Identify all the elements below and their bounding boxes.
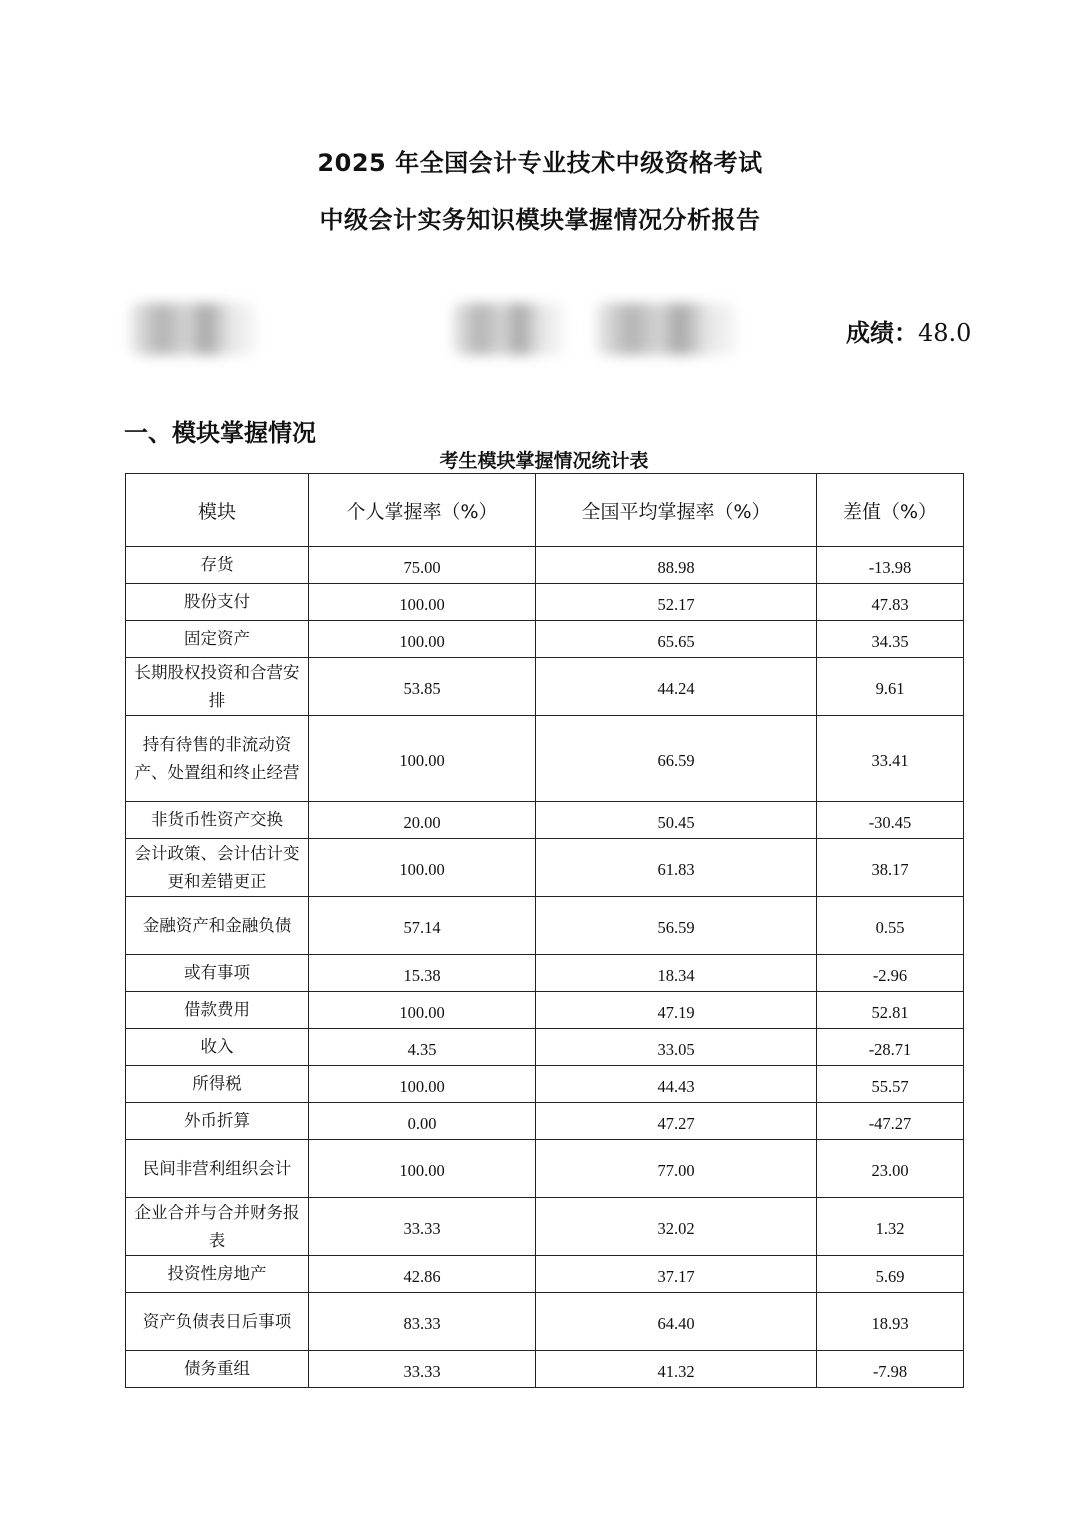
personal-rate-cell: 100.00 [309,1066,536,1103]
table-row [126,621,964,658]
national-rate-cell: 65.65 [536,621,817,658]
personal-rate-cell: 15.38 [309,955,536,992]
table-row [126,1293,964,1351]
table-row [126,992,964,1029]
difference-cell: 47.83 [817,584,964,621]
difference-cell: 23.00 [817,1140,964,1198]
difference-cell: 33.41 [817,716,964,802]
score-value: 48.0 [918,319,972,347]
national-rate-cell: 44.43 [536,1066,817,1103]
personal-rate-cell: 100.00 [309,621,536,658]
module-cell: 企业合并与合并财务报表 [126,1198,309,1256]
table-row [126,547,964,584]
module-cell: 资产负债表日后事项 [126,1293,309,1351]
difference-cell: 0.55 [817,897,964,955]
difference-cell: 34.35 [817,621,964,658]
personal-rate-cell: 100.00 [309,716,536,802]
personal-rate-cell: 100.00 [309,839,536,897]
table-row [126,955,964,992]
module-cell: 固定资产 [126,621,309,658]
module-cell: 债务重组 [126,1351,309,1388]
table-row [126,1140,964,1198]
national-rate-cell: 47.27 [536,1103,817,1140]
national-rate-cell: 56.59 [536,897,817,955]
module-stats-table [125,473,964,1388]
national-rate-cell: 32.02 [536,1198,817,1256]
table-row [126,1066,964,1103]
national-rate-cell: 44.24 [536,658,817,716]
personal-rate-cell: 83.33 [309,1293,536,1351]
module-cell: 外币折算 [126,1103,309,1140]
personal-rate-cell: 100.00 [309,584,536,621]
difference-cell: 9.61 [817,658,964,716]
national-rate-cell: 37.17 [536,1256,817,1293]
difference-cell: -28.71 [817,1029,964,1066]
difference-cell: 38.17 [817,839,964,897]
module-cell: 或有事项 [126,955,309,992]
table-header-row [126,474,964,547]
table-row [126,1103,964,1140]
difference-cell: 55.57 [817,1066,964,1103]
section-heading: 一、模块掌握情况 [124,419,316,447]
module-cell: 存货 [126,547,309,584]
table-row [126,802,964,839]
personal-rate-cell: 42.86 [309,1256,536,1293]
header-module: 模块 [126,474,309,547]
personal-rate-cell: 4.35 [309,1029,536,1066]
difference-cell: -30.45 [817,802,964,839]
difference-cell: 52.81 [817,992,964,1029]
header-national-rate: 全国平均掌握率（%） [536,474,817,547]
national-rate-cell: 66.59 [536,716,817,802]
table-row [126,1198,964,1256]
table-row [126,658,964,716]
national-rate-cell: 50.45 [536,802,817,839]
module-cell: 投资性房地产 [126,1256,309,1293]
module-cell: 持有待售的非流动资产、处置组和终止经营 [126,716,309,802]
module-cell: 民间非营利组织会计 [126,1140,309,1198]
difference-cell: -47.27 [817,1103,964,1140]
redacted-name-field [130,303,256,355]
module-cell: 金融资产和金融负债 [126,897,309,955]
table-row [126,839,964,897]
national-rate-cell: 33.05 [536,1029,817,1066]
table-row [126,1029,964,1066]
personal-rate-cell: 57.14 [309,897,536,955]
difference-cell: -13.98 [817,547,964,584]
national-rate-cell: 52.17 [536,584,817,621]
header-difference: 差值（%） [817,474,964,547]
table-caption: 考生模块掌握情况统计表 [439,450,649,472]
personal-rate-cell: 33.33 [309,1198,536,1256]
module-cell: 收入 [126,1029,309,1066]
national-rate-cell: 61.83 [536,839,817,897]
module-cell: 会计政策、会计估计变更和差错更正 [126,839,309,897]
difference-cell: 5.69 [817,1256,964,1293]
difference-cell: -7.98 [817,1351,964,1388]
report-title-line2: 中级会计实务知识模块掌握情况分析报告 [319,206,761,234]
score-label: 成绩： [846,319,918,347]
difference-cell: -2.96 [817,955,964,992]
national-rate-cell: 18.34 [536,955,817,992]
table-row [126,584,964,621]
redacted-id-field-label [452,303,564,355]
redacted-id-field-value [596,303,736,355]
personal-rate-cell: 75.00 [309,547,536,584]
table-row [126,897,964,955]
national-rate-cell: 88.98 [536,547,817,584]
personal-rate-cell: 0.00 [309,1103,536,1140]
module-cell: 所得税 [126,1066,309,1103]
personal-rate-cell: 100.00 [309,992,536,1029]
header-personal-rate: 个人掌握率（%） [309,474,536,547]
personal-rate-cell: 100.00 [309,1140,536,1198]
table-row [126,716,964,802]
difference-cell: 18.93 [817,1293,964,1351]
personal-rate-cell: 33.33 [309,1351,536,1388]
national-rate-cell: 41.32 [536,1351,817,1388]
module-cell: 股份支付 [126,584,309,621]
table-row [126,1351,964,1388]
personal-rate-cell: 20.00 [309,802,536,839]
module-cell: 非货币性资产交换 [126,802,309,839]
personal-rate-cell: 53.85 [309,658,536,716]
report-title-line1: 2025 年全国会计专业技术中级资格考试 [317,149,763,177]
score [846,313,971,348]
difference-cell: 1.32 [817,1198,964,1256]
national-rate-cell: 47.19 [536,992,817,1029]
table-row [126,1256,964,1293]
national-rate-cell: 77.00 [536,1140,817,1198]
national-rate-cell: 64.40 [536,1293,817,1351]
module-cell: 借款费用 [126,992,309,1029]
module-cell: 长期股权投资和合营安排 [126,658,309,716]
